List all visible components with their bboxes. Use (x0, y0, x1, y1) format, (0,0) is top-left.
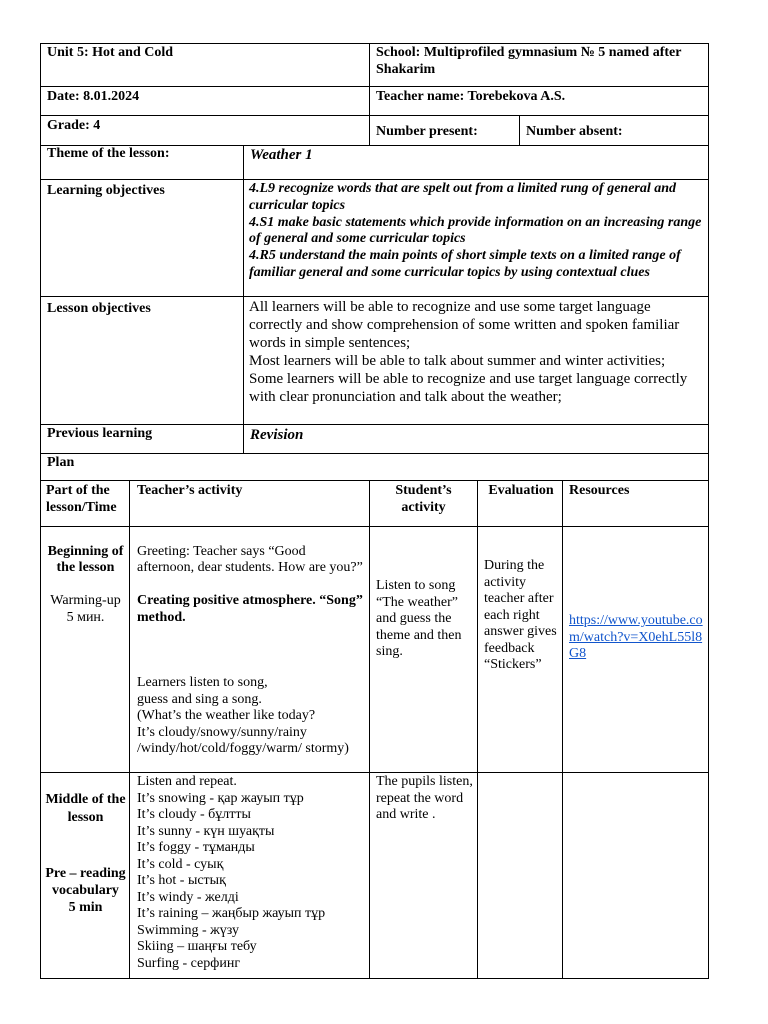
learning-objectives-value: 4.L9 recognize words that are spelt out from a limited rung of general and curricular topics 4.S1 make basic statements which provide information on an increasing range of general and some curricular topics 4.R5 understand the main points of short simple texts on a limited range of familiar general and some curricular topics by using contextual clues (249, 181, 702, 280)
grade: Grade: 4 (47, 118, 101, 133)
column-header-resources: Resources (569, 483, 630, 498)
table-border (40, 424, 709, 425)
student-activity: Listen to song “The weather” and guess the theme and then sing. (376, 578, 462, 659)
unit-title: Unit 5: Hot and Cold (47, 45, 174, 60)
table-border (243, 145, 244, 453)
part-title: Middle of the lesson (45, 791, 126, 825)
table-border (40, 43, 709, 44)
theme-label: Theme of the lesson: (47, 146, 170, 161)
theme-value: Weather 1 (250, 147, 313, 163)
table-border (369, 43, 370, 145)
table-border (129, 480, 130, 978)
column-header-evaluation: Evaluation (488, 483, 554, 498)
teacher-activity (137, 527, 365, 774)
table-border (40, 453, 709, 454)
part-subtitle: Warming-up 5 мин. (50, 593, 121, 625)
previous-learning-label: Previous learning (47, 426, 153, 441)
table-border (477, 480, 478, 978)
teacher-greeting: Greeting: Teacher says “Good afternoon, dear students. How are you?” (137, 543, 363, 575)
youtube-link[interactable]: https://www.youtube.com/watch?v=X0ehL55l8G8 (569, 613, 703, 661)
column-header-part: Part of the lesson/Time (46, 483, 117, 515)
lesson-objectives-value: All learners will be able to recognize and use some target language correctly and show comprehension of some written and spoken familiar words in simple sentences; Most learners will be able to talk about summer and winter activities; Some learners will be able to recognize and use target language correctly with clear pronunciation and talk about the weather; (249, 299, 688, 405)
teacher-activity: Listen and repeat. It’s snowing - қар жауып тұр It’s cloudy - бұлтты It’s sunny - күн шуақты It’s foggy - тұманды It’s cold - суық It’s hot - ыстық It’s windy - желді It’s raining – жаңбыр жауып тұр Swimming - жүзу Skiing – шаңғы тебу Surfing - серфинг (137, 774, 326, 971)
table-border (40, 43, 41, 979)
part-subtitle: Pre – reading vocabulary 5 min (45, 865, 126, 915)
table-border (40, 480, 709, 481)
table-border (40, 115, 709, 116)
column-header-teacher-activity: Teacher’s activity (137, 483, 243, 498)
table-row (44, 774, 127, 932)
table-border (369, 480, 370, 978)
teacher-name: Teacher name: Torebekova A.S. (376, 89, 566, 104)
table-row (44, 527, 127, 643)
student-activity: The pupils listen, repeat the word and write . (376, 774, 473, 822)
table-border (562, 480, 563, 978)
table-border (40, 86, 709, 87)
table-border (708, 43, 709, 979)
table-border (40, 179, 709, 180)
learning-objectives-label: Learning objectives (47, 183, 165, 198)
part-title: Beginning of the lesson (47, 543, 124, 575)
evaluation: During the activity teacher after each right answer gives feedback “Stickers” (484, 558, 557, 672)
number-present: Number present: (376, 124, 478, 139)
teacher-song: Learners listen to song, guess and sing a song. (What’s the weather like today? It’s cloudy/snowy/sunny/rainy /windy/hot/cold/foggy/warm/ stormy) (137, 675, 349, 756)
lesson-objectives-label: Lesson objectives (47, 301, 151, 316)
table-border (40, 296, 709, 297)
plan-label: Plan (47, 455, 75, 470)
school-name: School: Multiprofiled gymnasium № 5 named after Shakarim (376, 45, 682, 77)
column-header-student-activity: Student’s activity (395, 483, 452, 515)
number-absent: Number absent: (526, 124, 623, 139)
teacher-method: Creating positive atmosphere. “Song” method. (137, 593, 363, 625)
previous-learning-value: Revision (250, 427, 304, 443)
table-border (40, 978, 709, 979)
lesson-date: Date: 8.01.2024 (47, 89, 140, 104)
table-border (519, 115, 520, 145)
